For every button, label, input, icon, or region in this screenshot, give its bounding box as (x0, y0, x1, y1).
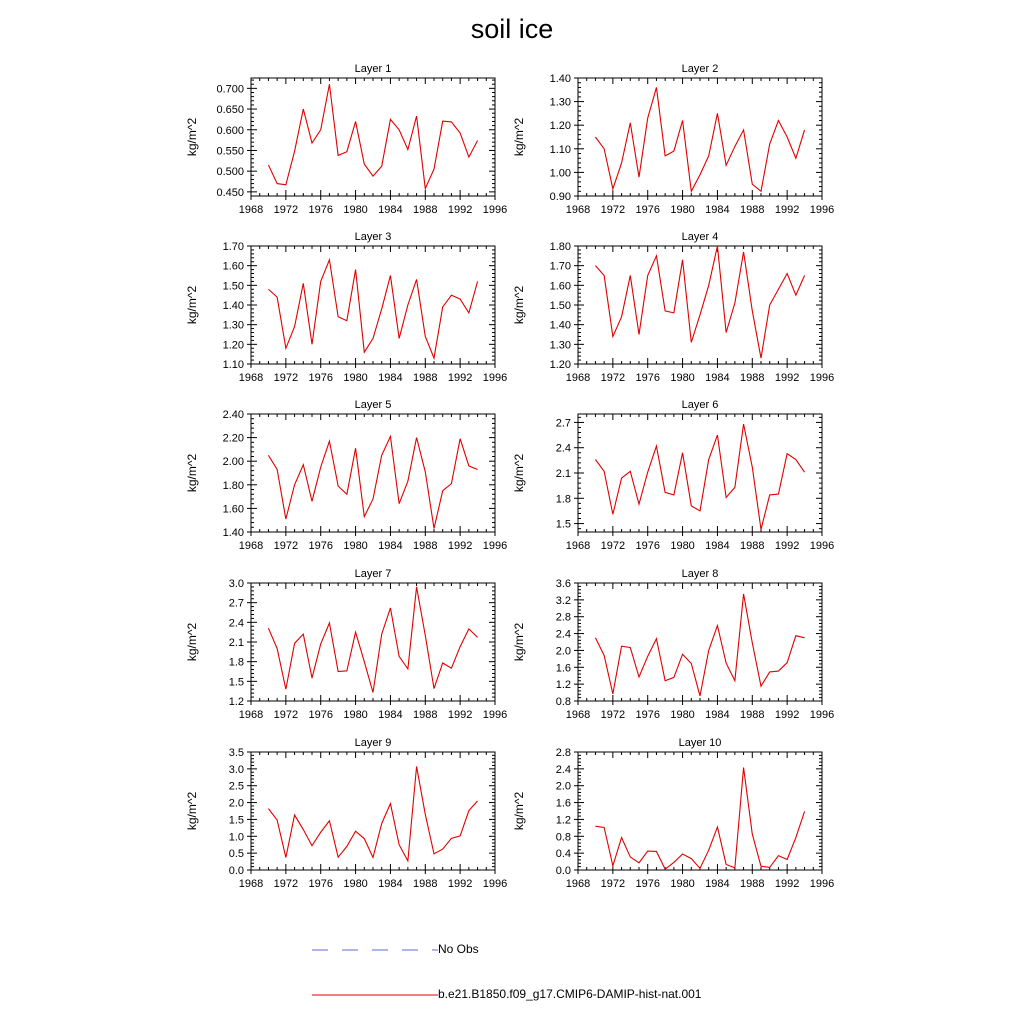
chart-title: Layer 8 (681, 568, 719, 580)
y-tick-label: 1.6 (555, 662, 571, 675)
chart-title: Layer 5 (354, 399, 392, 411)
y-tick-label: 1.2 (228, 696, 244, 708)
x-tick-label: 1972 (273, 204, 299, 216)
y-tick-label: 1.10 (222, 359, 244, 371)
x-tick-label: 1972 (600, 878, 626, 890)
y-tick-label: 1.20 (549, 120, 571, 133)
y-tick-label: 1.5 (228, 676, 244, 689)
x-tick-label: 1972 (273, 878, 299, 890)
x-tick-label: 1988 (413, 204, 438, 216)
y-tick-label: 2.4 (555, 763, 571, 776)
x-tick-label: 1996 (809, 878, 835, 890)
y-tick-label: 1.5 (228, 814, 244, 827)
layer-2-chart (512, 63, 834, 216)
x-tick-label: 1976 (635, 204, 660, 216)
chart-title: Layer 6 (681, 399, 719, 411)
x-tick-label: 1996 (809, 204, 835, 216)
y-tick-label: 1.6 (555, 797, 571, 810)
y-tick-label: 1.40 (549, 73, 571, 85)
x-tick-label: 1980 (343, 709, 368, 721)
x-tick-label: 1972 (273, 709, 299, 721)
y-axis-label: kg/m^2 (185, 117, 199, 157)
x-tick-label: 1976 (308, 709, 333, 721)
x-tick-label: 1984 (705, 540, 730, 552)
y-tick-label: 2.7 (555, 417, 571, 430)
x-tick-label: 1968 (565, 878, 591, 890)
layer-1-chart (185, 63, 507, 216)
y-tick-label: 2.20 (222, 432, 244, 445)
x-tick-label: 1968 (565, 372, 591, 384)
y-tick-label: 2.4 (555, 628, 571, 641)
x-tick-label: 1972 (600, 709, 626, 721)
x-tick-label: 1980 (670, 709, 695, 721)
layer-8-chart (512, 568, 834, 721)
chart-title: Layer 10 (678, 737, 722, 749)
layer-6-chart (512, 399, 834, 552)
y-tick-label: 1.8 (228, 656, 244, 669)
x-tick-label: 1984 (705, 709, 730, 721)
y-tick-label: 2.5 (228, 780, 244, 793)
y-tick-label: 3.2 (555, 594, 571, 607)
x-tick-label: 1976 (635, 540, 660, 552)
y-tick-label: 0.90 (549, 191, 571, 203)
x-tick-label: 1972 (600, 540, 626, 552)
y-axis-label: kg/m^2 (512, 117, 526, 157)
x-tick-label: 1976 (635, 709, 660, 721)
x-tick-label: 1984 (705, 204, 730, 216)
x-tick-label: 1976 (308, 204, 333, 216)
x-tick-label: 1968 (238, 204, 264, 216)
x-tick-label: 1988 (413, 540, 438, 552)
page-title: soil ice (470, 14, 554, 44)
x-tick-label: 1972 (600, 204, 626, 216)
x-tick-label: 1992 (774, 878, 800, 890)
x-tick-label: 1984 (378, 540, 403, 552)
plot-frame (578, 78, 822, 196)
x-tick-label: 1980 (343, 540, 368, 552)
y-axis-label: kg/m^2 (185, 622, 199, 662)
y-tick-label: 1.00 (549, 167, 571, 180)
x-tick-label: 1988 (740, 878, 765, 890)
y-tick-label: 1.0 (228, 831, 244, 844)
y-tick-label: 0.4 (555, 848, 571, 861)
layer-3-chart (185, 231, 507, 384)
y-tick-label: 1.30 (549, 96, 571, 109)
x-tick-label: 1968 (238, 878, 264, 890)
x-tick-label: 1976 (635, 372, 660, 384)
x-tick-label: 1988 (740, 372, 765, 384)
y-tick-label: 1.30 (549, 339, 571, 352)
y-axis-label: kg/m^2 (185, 285, 199, 325)
y-tick-label: 2.40 (222, 409, 244, 421)
x-tick-label: 1980 (670, 204, 695, 216)
x-tick-label: 1992 (774, 540, 800, 552)
y-tick-label: 0.5 (228, 848, 244, 861)
x-tick-label: 1992 (774, 204, 800, 216)
y-tick-label: 1.2 (555, 679, 571, 692)
y-axis-label: kg/m^2 (185, 453, 199, 493)
series-line (268, 260, 477, 358)
y-tick-label: 1.8 (555, 493, 571, 506)
x-tick-label: 1996 (482, 878, 508, 890)
x-tick-label: 1972 (273, 372, 299, 384)
y-tick-label: 1.50 (222, 280, 244, 293)
series-line (268, 587, 477, 693)
x-tick-label: 1992 (447, 709, 473, 721)
y-tick-label: 0.8 (555, 831, 571, 844)
x-tick-label: 1984 (705, 372, 730, 384)
x-tick-label: 1996 (482, 372, 508, 384)
chart-title: Layer 1 (354, 63, 392, 75)
y-tick-label: 2.7 (228, 597, 244, 610)
layer-5-chart (185, 399, 507, 552)
legend-no-obs-label: No Obs (438, 942, 479, 956)
legend-model (310, 985, 730, 1005)
y-tick-label: 1.40 (222, 527, 244, 539)
y-tick-label: 0.700 (216, 83, 244, 96)
series-line (595, 768, 804, 870)
series-line (595, 594, 804, 696)
y-tick-label: 1.80 (549, 241, 571, 253)
y-axis-label: kg/m^2 (512, 285, 526, 325)
x-tick-label: 1968 (238, 709, 264, 721)
y-tick-label: 0.500 (216, 166, 244, 179)
legend-model-label: b.e21.B1850.f09_g17.CMIP6-DAMIP-hist-nat.001 (438, 987, 702, 1001)
chart-title: Layer 4 (681, 231, 719, 243)
y-tick-label: 2.0 (555, 645, 571, 658)
x-tick-label: 1992 (774, 709, 800, 721)
x-tick-label: 1984 (378, 372, 403, 384)
x-tick-label: 1972 (273, 540, 299, 552)
y-axis-label: kg/m^2 (512, 453, 526, 493)
y-tick-label: 2.1 (228, 637, 244, 649)
y-tick-label: 2.0 (555, 780, 571, 793)
x-tick-label: 1976 (308, 540, 333, 552)
y-axis-label: kg/m^2 (512, 791, 526, 831)
y-tick-label: 2.00 (222, 456, 244, 469)
y-tick-label: 0.550 (216, 145, 244, 158)
x-tick-label: 1988 (740, 709, 765, 721)
y-tick-label: 2.8 (555, 611, 571, 624)
x-tick-label: 1976 (308, 878, 333, 890)
y-tick-label: 1.60 (222, 503, 244, 516)
layer-9-chart (185, 737, 507, 890)
y-tick-label: 3.5 (228, 747, 244, 759)
y-tick-label: 3.6 (555, 578, 571, 590)
y-tick-label: 1.60 (222, 260, 244, 273)
y-tick-label: 1.2 (555, 814, 571, 827)
plot-frame (251, 246, 495, 364)
plot-frame (578, 752, 822, 870)
x-tick-label: 1972 (600, 372, 626, 384)
y-tick-label: 1.40 (549, 319, 571, 332)
y-tick-label: 0.0 (555, 865, 571, 877)
y-tick-label: 1.5 (555, 518, 571, 531)
x-tick-label: 1984 (705, 878, 730, 890)
layer-10-chart (512, 737, 834, 890)
x-tick-label: 1968 (565, 540, 591, 552)
chart-title: Layer 3 (354, 231, 392, 243)
x-tick-label: 1988 (740, 204, 765, 216)
x-tick-label: 1992 (447, 540, 473, 552)
x-tick-label: 1980 (670, 540, 695, 552)
y-tick-label: 2.4 (228, 617, 244, 630)
y-tick-label: 1.30 (222, 319, 244, 332)
x-tick-label: 1968 (238, 540, 264, 552)
y-tick-label: 1.60 (549, 280, 571, 293)
x-tick-label: 1976 (308, 372, 333, 384)
x-tick-label: 1980 (670, 372, 695, 384)
chart-title: Layer 7 (354, 568, 392, 580)
x-tick-label: 1988 (413, 709, 438, 721)
y-tick-label: 1.70 (222, 241, 244, 253)
y-tick-label: 1.10 (549, 143, 571, 156)
x-tick-label: 1980 (670, 878, 695, 890)
x-tick-label: 1980 (343, 878, 368, 890)
x-tick-label: 1968 (238, 372, 264, 384)
y-tick-label: 2.8 (555, 747, 571, 759)
series-line (595, 87, 804, 191)
y-tick-label: 2.0 (228, 797, 244, 810)
x-tick-label: 1984 (378, 204, 403, 216)
legend-model-swatch (310, 985, 440, 1005)
series-line (268, 767, 477, 861)
plot-frame (578, 246, 822, 364)
y-tick-label: 1.20 (222, 339, 244, 352)
y-tick-label: 2.1 (555, 468, 571, 480)
y-tick-label: 0.8 (555, 696, 571, 708)
y-tick-label: 1.70 (549, 260, 571, 273)
series-line (268, 436, 477, 528)
x-tick-label: 1976 (635, 878, 660, 890)
y-tick-label: 3.0 (228, 763, 244, 776)
x-tick-label: 1996 (482, 204, 508, 216)
chart-title: Layer 2 (681, 63, 719, 75)
y-axis-label: kg/m^2 (185, 791, 199, 831)
plot-frame (578, 414, 822, 532)
x-tick-label: 1996 (482, 540, 508, 552)
x-tick-label: 1992 (447, 878, 473, 890)
y-tick-label: 1.20 (549, 359, 571, 371)
x-tick-label: 1996 (809, 372, 835, 384)
x-tick-label: 1968 (565, 709, 591, 721)
y-tick-label: 2.4 (555, 442, 571, 455)
series-line (595, 424, 804, 529)
x-tick-label: 1984 (378, 709, 403, 721)
x-tick-label: 1968 (565, 204, 591, 216)
layer-7-chart (185, 568, 507, 721)
chart-title: Layer 9 (354, 737, 392, 749)
x-tick-label: 1996 (809, 540, 835, 552)
y-tick-label: 1.40 (222, 300, 244, 312)
x-tick-label: 1996 (809, 709, 835, 721)
x-tick-label: 1992 (447, 372, 473, 384)
x-tick-label: 1980 (343, 204, 368, 216)
plot-frame (251, 752, 495, 870)
y-tick-label: 0.600 (216, 124, 244, 137)
x-tick-label: 1988 (413, 878, 438, 890)
x-tick-label: 1992 (774, 372, 800, 384)
y-tick-label: 0.450 (216, 186, 244, 199)
x-tick-label: 1992 (447, 204, 473, 216)
y-axis-label: kg/m^2 (512, 622, 526, 662)
series-line (595, 246, 804, 358)
y-tick-label: 1.50 (549, 300, 571, 312)
layer-4-chart (512, 231, 834, 384)
series-line (268, 84, 477, 188)
y-tick-label: 0.0 (228, 865, 244, 877)
y-tick-label: 1.80 (222, 479, 244, 492)
y-tick-label: 3.0 (228, 578, 244, 590)
plot-frame (251, 583, 495, 701)
x-tick-label: 1984 (378, 878, 403, 890)
x-tick-label: 1988 (740, 540, 765, 552)
x-tick-label: 1980 (343, 372, 368, 384)
legend-no-obs (310, 940, 610, 960)
y-tick-label: 0.650 (216, 104, 244, 117)
x-tick-label: 1996 (482, 709, 508, 721)
x-tick-label: 1988 (413, 372, 438, 384)
legend-no-obs-swatch (310, 940, 440, 960)
